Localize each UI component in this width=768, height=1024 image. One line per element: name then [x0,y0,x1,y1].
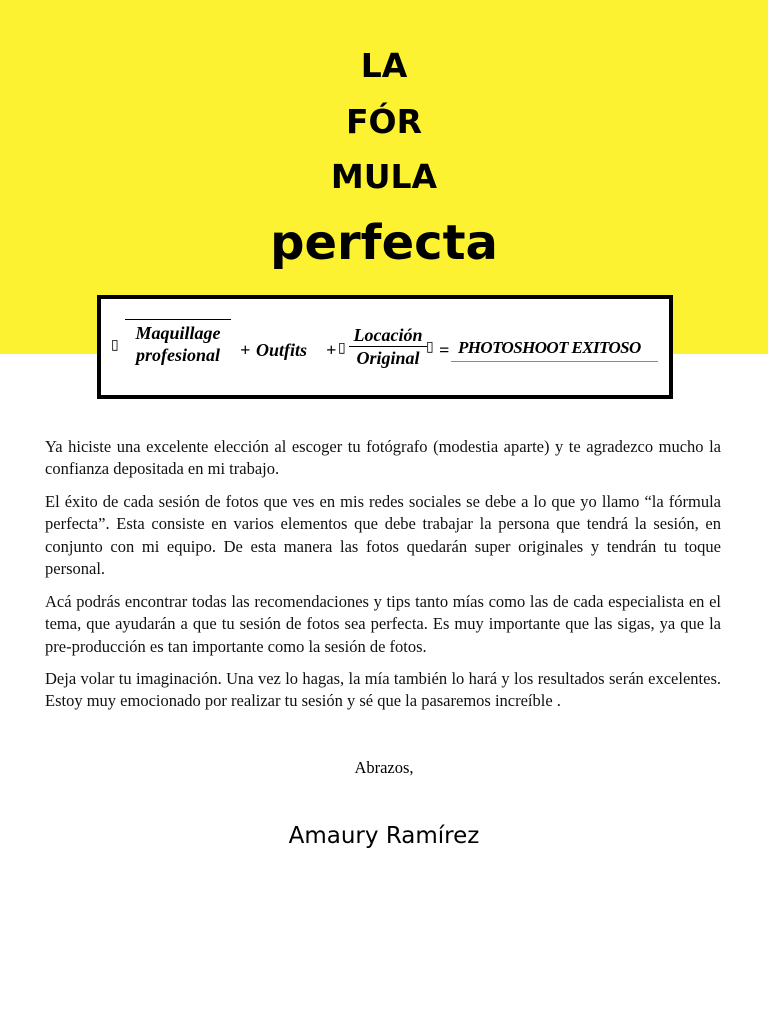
paragraph-formula: El éxito de cada sesión de fotos que ves en mis redes sociales se debe a lo que yo llamo “la fórmula perfecta”. Esta consiste en varios elementos que debe trabajar la persona que tendrá la sesión, en conjunto con mi equipo. De esta manera las fotos quedarán super originales y tendrán tu toque personal. [45,492,721,578]
fraction-locacion [349,324,427,369]
plus-sign: + [240,340,251,360]
formula-result: PHOTOSHOOT EXITOSO [458,338,641,357]
result-underline [451,361,658,362]
fraction-denominator: profesional [135,345,220,365]
title-line-mula: MULA [330,157,438,196]
paragraph-imagination: Deja volar tu imaginación. Una vez lo hagas, la mía también lo hará y los resultados serán excelentes. Estoy muy emocionado por realizar tu sesión y sé que la pasaremos increíble . [45,669,721,711]
signature-name: Amaury Ramírez [288,823,480,849]
equals-sign: = [439,340,450,360]
title-line-for: FÓR [345,102,422,141]
missing-glyph-icon: ▯ [111,338,119,353]
fraction-denominator: Original [356,348,420,368]
formula-box [97,295,673,399]
title-line-la: LA [360,46,408,85]
paragraph-recommendations: Acá podrás encontrar todas las recomendaciones y tips tanto mías como las de cada especialista en el tema, que ayudarán a que tu sesión de fotos sea perfecta. Es muy importante que las sigas, ya que la pre-producción es tan importante como la sesión de fotos. [45,592,721,656]
fraction-maquillage [125,319,231,366]
plus-sign: + [326,340,337,360]
outfits-term: Outfits [256,340,308,360]
formula-equation [101,299,669,395]
overline [125,319,231,320]
fraction-numerator: Locación [353,325,423,345]
closing-salutation: Abrazos, [354,758,414,777]
missing-glyph-icon: ▯ [338,341,346,356]
missing-glyph-icon: ▯ [426,340,434,355]
title-line-perfecta: perfecta [270,215,498,271]
fraction-numerator: Maquillage [135,323,221,343]
paragraph-intro: Ya hiciste una excelente elección al escoger tu fotógrafo (modestia aparte) y te agradezco mucho la confianza depositada en mi trabajo. [45,437,721,479]
